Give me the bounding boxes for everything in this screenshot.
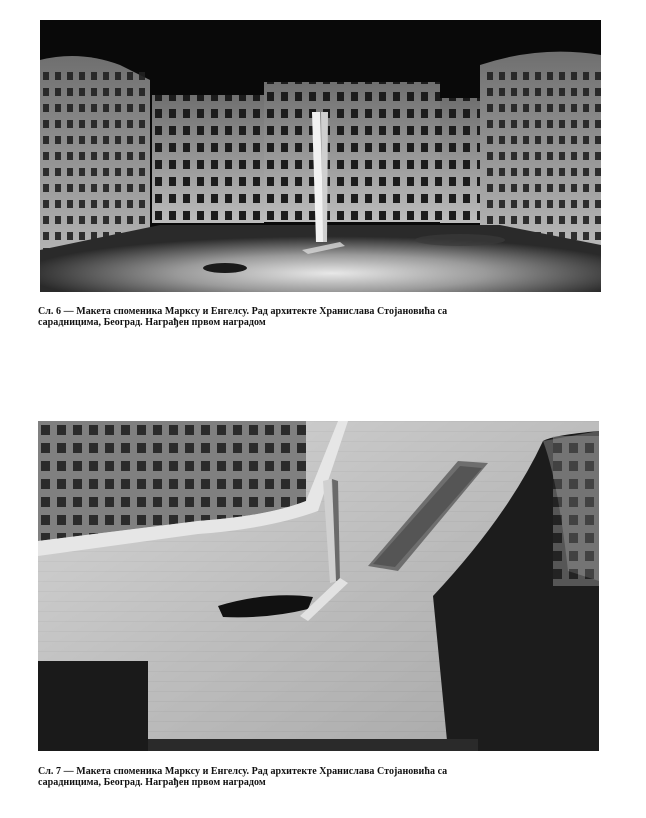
photo-image — [38, 421, 599, 751]
caption-line: сарадницима, Београд. Награђен првом наградом — [38, 777, 266, 788]
caption-line: Сл. 7 — Макета споменика Марксу и Енгелсу. Рад архитекте Хранислава Стојановића са — [38, 766, 448, 777]
photo-monument-model-aerial — [38, 421, 599, 751]
caption-line: сарадницима, Београд. Награђен првом наградом — [38, 317, 266, 328]
figure-caption — [38, 306, 604, 328]
figure-caption — [38, 766, 604, 788]
photo-image — [40, 20, 601, 292]
photo-monument-model-night — [40, 20, 601, 292]
caption-line: Сл. 6 — Макета споменика Марксу и Енгелсу. Рад архитекте Хранислава Стојановића са — [38, 306, 448, 317]
